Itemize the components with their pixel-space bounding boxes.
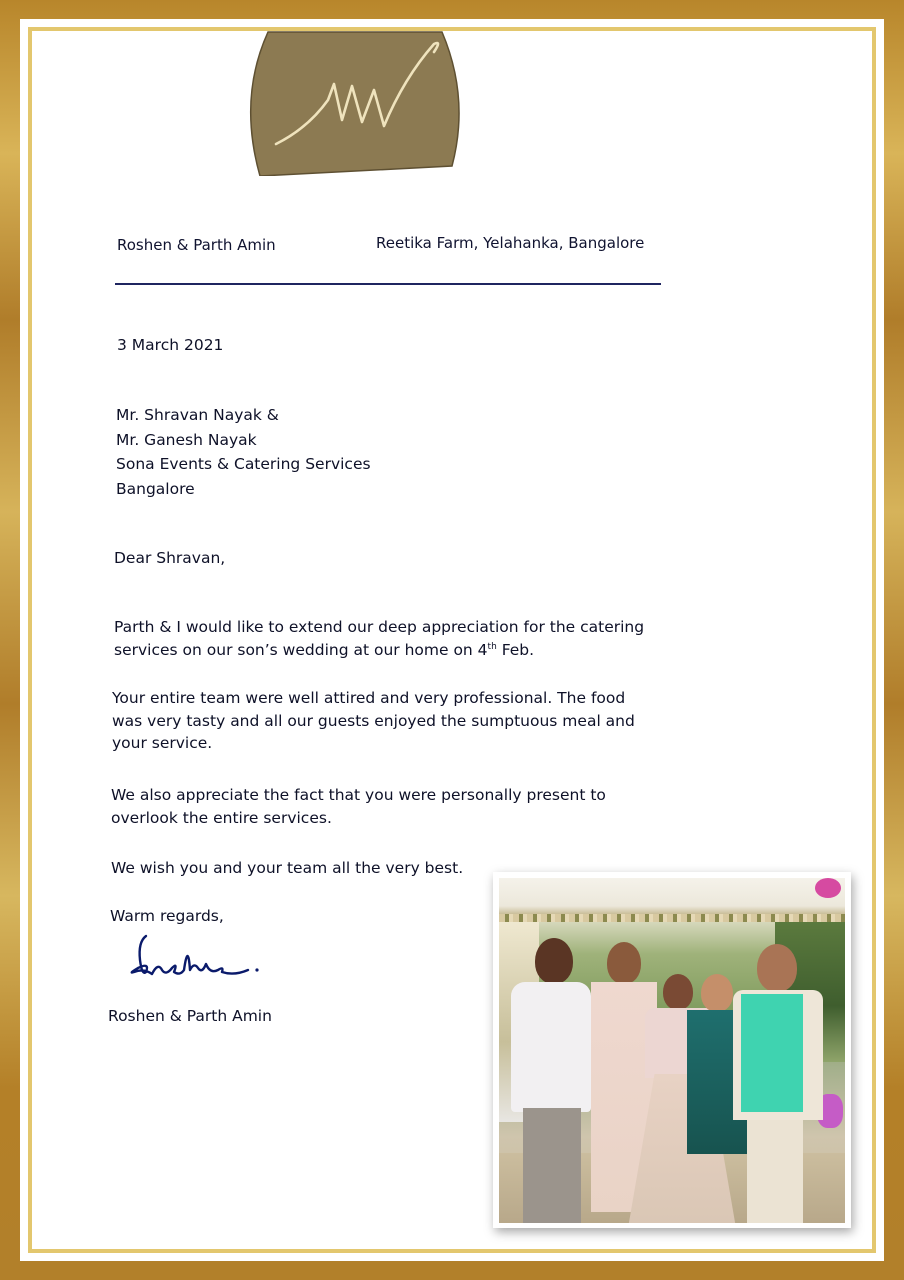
body-paragraph-2 [112, 687, 672, 755]
recipient-line: Mr. Shravan Nayak & [116, 406, 279, 424]
sender-address: Reetika Farm, Yelahanka, Bangalore [376, 234, 645, 252]
body-line: your service. [112, 734, 213, 752]
body-text: Feb. [496, 640, 535, 659]
body-line: Parth & I would like to extend our deep appreciation for the catering [114, 618, 645, 636]
logo-badge [251, 32, 459, 176]
recipient-block [116, 403, 676, 501]
body-line [114, 639, 674, 662]
wedding-photo-frame [493, 872, 851, 1228]
body-paragraph-1 [114, 616, 674, 661]
body-line: Your entire team were well attired and very professional. The food [112, 689, 626, 707]
handwritten-signature [124, 932, 264, 988]
monogram-logo [238, 28, 472, 176]
signatory-name: Roshen & Parth Amin [108, 1007, 272, 1025]
salutation: Dear Shravan, [114, 549, 226, 567]
photo-canopy [499, 878, 845, 918]
photo-garland [499, 914, 845, 922]
body-line: overlook the entire services. [111, 808, 332, 827]
recipient-line: Sona Events & Catering Services [116, 455, 371, 473]
recipient-line: Mr. Ganesh Nayak [116, 430, 257, 449]
photo-person-1 [505, 938, 591, 1223]
photo-person-5 [731, 944, 823, 1223]
ordinal-suffix: th [487, 641, 497, 652]
wedding-photo [499, 878, 845, 1223]
body-line: We also appreciate the fact that you were personally present to [111, 786, 606, 804]
body-paragraph-3 [111, 784, 671, 829]
header-divider [115, 283, 661, 285]
sender-name: Roshen & Parth Amin [117, 236, 276, 254]
photo-orchid [815, 878, 841, 898]
body-line: was very tasty and all our guests enjoyed the sumptuous meal and [112, 711, 635, 730]
body-paragraph-4: We wish you and your team all the very best. [111, 859, 464, 877]
body-text: services on our son’s wedding at our home on 4 [114, 640, 488, 659]
recipient-line: Bangalore [116, 479, 195, 498]
valediction: Warm regards, [110, 907, 224, 925]
letter-date: 3 March 2021 [117, 336, 224, 354]
